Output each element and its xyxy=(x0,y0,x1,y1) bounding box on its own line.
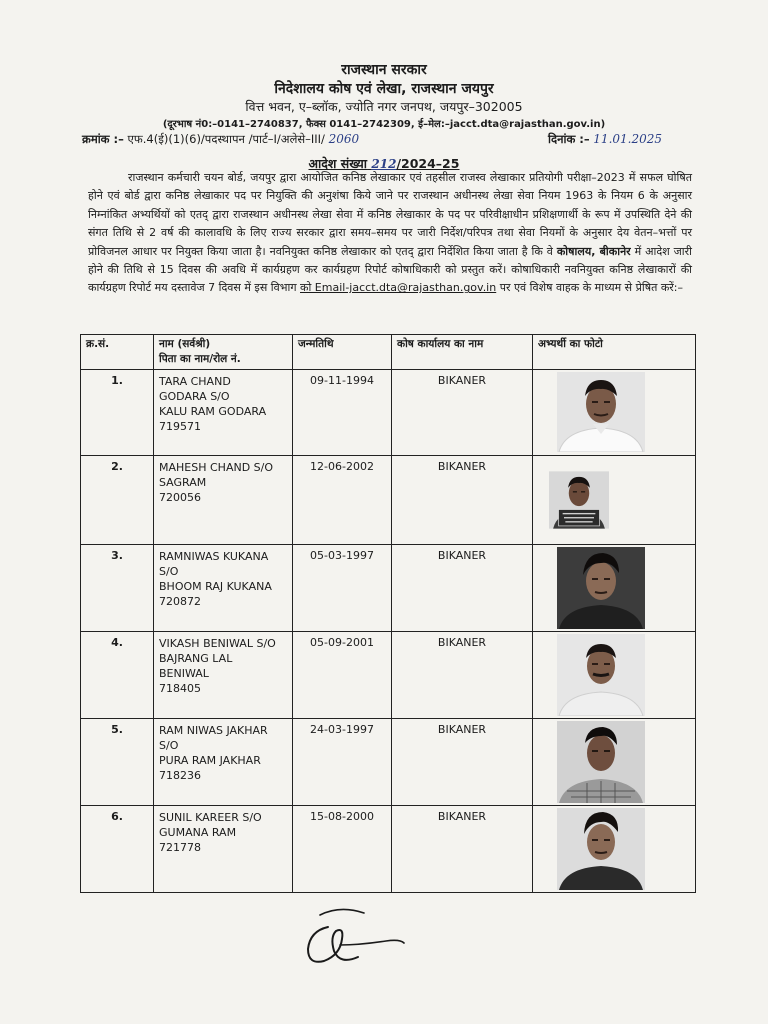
contact-line: (दूरभाष नं0:–0141–2740837, फैक्स 0141–2742309, ई–मेल:–jacct.dta@rajasthan.gov.in) xyxy=(162,119,606,130)
name-line: GODARA S/O xyxy=(159,390,230,403)
treasury-office: कोषालय, बीकानेर xyxy=(556,244,631,258)
candidate-photo xyxy=(557,721,645,803)
row-office: BIKANER xyxy=(392,719,533,806)
name-line: SUNIL KAREER S/O xyxy=(159,811,262,824)
row-photo-cell xyxy=(533,456,696,545)
table-row xyxy=(81,719,696,806)
name-line: BHOOM RAJ KUKANA xyxy=(159,580,272,593)
roll-number: 719571 xyxy=(159,420,201,433)
candidate-photo xyxy=(557,634,645,716)
row-sn: 2. xyxy=(81,456,154,545)
order-handwritten-number: 212 xyxy=(371,157,397,171)
row-photo-cell xyxy=(533,719,696,806)
reference-number xyxy=(82,132,359,147)
header-dob: जन्मतिथि xyxy=(293,335,392,370)
header-name xyxy=(154,335,293,370)
row-name xyxy=(154,370,293,456)
name-line: GUMANA RAM xyxy=(159,826,237,839)
name-line: BENIWAL xyxy=(159,667,209,680)
reference-prefix: एफ.4(ई)(1)(6)/पदस्थापन /पार्ट–I/अलेसे–III/ xyxy=(127,132,325,146)
body-text-1: राजस्थान कर्मचारी चयन बोर्ड, जयपुर द्वारा आयोजित कनिष्ठ लेखाकार एवं तहसील राजस्व लेखाकार प्रतियोगी परीक्षा–2023 में सफल घोषित होने एवं बोर्ड द्वारा कनिष्ठ लेखाकार पद पर नियुक्ति की अनुशंषा किये जाने पर राजस्थान अधीनस्थ लेखा सेवा नियम 1963 के नियम 6 के अनुसार निम्नांकित अभ्यर्थियों को एतद् द्वारा राजस्थान अधीनस्थ लेखा सेवा में कनिष्ठ लेखाकार के पद पर परिवीक्षाधीन प्रशिक्षणार्थी के रूप में उपस्थिति देने की संगत तिथि से 2 वर्ष की कालावधि के लिए राज्य सरकार द्वारा समय–समय पर जारी निर्देश/परिपत्र तथा सेवा नियमों के अनुसार देय वेतन–भत्तों पर प्रोविजनल आधार पर नियुक्त किया जाता है। नवनियुक्त कनिष्ठ लेखाकार को एतद् द्वारा निर्देशित किया जाता है कि वे xyxy=(88,171,692,258)
roll-number: 718236 xyxy=(159,769,201,782)
row-sn: 3. xyxy=(81,545,154,632)
name-line: RAMNIWAS KUKANA xyxy=(159,550,269,563)
row-dob: 09-11-1994 xyxy=(293,370,392,456)
row-office: BIKANER xyxy=(392,806,533,893)
email-link[interactable]: को Email-jacct.dta@rajasthan.gov.in xyxy=(300,281,497,295)
roll-number: 720056 xyxy=(159,491,201,504)
roll-number: 718405 xyxy=(159,682,201,695)
body-text-2: में आदेश जारी होने की तिथि से 15 दिवस की अवधि में कार्यग्रहण कर कार्यग्रहण रिपोर्ट कोषाधिकारी को प्रस्तुत करें। कोषाधिकारी नवनियुक्त कनिष्ठ लेखाकारों की कार्यग्रहण रिपोर्ट मय दस्तावेज 7 दिवस में इस विभाग xyxy=(88,244,692,295)
header-name-main: नाम (सर्वश्री) xyxy=(159,338,211,350)
row-dob: 24-03-1997 xyxy=(293,719,392,806)
body-text-3: पर एवं विशेष वाहक के माध्यम से प्रेषित करें:– xyxy=(499,281,683,295)
row-dob: 05-09-2001 xyxy=(293,632,392,719)
table-row xyxy=(81,806,696,893)
row-sn: 5. xyxy=(81,719,154,806)
roll-number: 721778 xyxy=(159,841,201,854)
row-dob: 15-08-2000 xyxy=(293,806,392,893)
row-office: BIKANER xyxy=(392,370,533,456)
row-office: BIKANER xyxy=(392,545,533,632)
candidate-photo xyxy=(557,547,645,629)
row-photo-cell xyxy=(533,370,696,456)
row-name xyxy=(154,632,293,719)
row-name xyxy=(154,545,293,632)
order-prefix: आदेश संख्या xyxy=(308,156,368,171)
name-line: SAGRAM xyxy=(159,476,207,489)
row-name xyxy=(154,456,293,545)
govt-name: राजस्थान सरकार xyxy=(341,62,427,78)
row-sn: 4. xyxy=(81,632,154,719)
row-dob: 05-03-1997 xyxy=(293,545,392,632)
header-office: कोष कार्यालय का नाम xyxy=(392,335,533,370)
row-name xyxy=(154,806,293,893)
name-line: S/O xyxy=(159,739,179,752)
row-photo-cell xyxy=(533,632,696,719)
reference-label: क्रमांक :– xyxy=(82,132,124,146)
office-address: वित्त भवन, ए–ब्लॉक, ज्योति नगर जनपथ, जयपुर–302005 xyxy=(245,99,523,114)
row-sn: 6. xyxy=(81,806,154,893)
directorate-name: निदेशालय कोष एवं लेखा, राजस्थान जयपुर xyxy=(274,81,494,97)
table-row xyxy=(81,545,696,632)
row-photo-cell xyxy=(533,545,696,632)
reference-date xyxy=(548,132,662,147)
row-office: BIKANER xyxy=(392,456,533,545)
row-photo-cell xyxy=(533,806,696,893)
name-line: MAHESH CHAND S/O xyxy=(159,461,274,474)
name-line: S/O xyxy=(159,565,179,578)
candidate-photo xyxy=(549,458,609,542)
name-line: BAJRANG LAL xyxy=(159,652,233,665)
table-row xyxy=(81,370,696,456)
signature-image xyxy=(290,905,410,975)
row-dob: 12-06-2002 xyxy=(293,456,392,545)
name-line: TARA CHAND xyxy=(159,375,231,388)
table-header-row xyxy=(81,335,696,370)
name-line: RAM NIWAS JAKHAR xyxy=(159,724,268,737)
order-suffix: /2024–25 xyxy=(396,156,460,171)
table-row xyxy=(81,456,696,545)
name-line: PURA RAM JAKHAR xyxy=(159,754,261,767)
header-name-sub: पिता का नाम/रोल नं. xyxy=(159,353,241,365)
header-photo: अभ्यर्थी का फोटो xyxy=(533,335,696,370)
order-body xyxy=(88,169,692,298)
name-line: KALU RAM GODARA xyxy=(159,405,267,418)
reference-handwritten-number: 2060 xyxy=(328,132,360,146)
name-line: VIKASH BENIWAL S/O xyxy=(159,637,276,650)
row-name xyxy=(154,719,293,806)
table-row xyxy=(81,632,696,719)
date-handwritten: 11.01.2025 xyxy=(593,132,663,146)
candidate-photo xyxy=(557,372,645,452)
header-sn: क्र.सं. xyxy=(81,335,154,370)
roll-number: 720872 xyxy=(159,595,201,608)
candidate-photo xyxy=(557,808,645,890)
row-office: BIKANER xyxy=(392,632,533,719)
date-label: दिनांक :– xyxy=(548,132,590,146)
row-sn: 1. xyxy=(81,370,154,456)
candidates-table xyxy=(80,334,696,893)
